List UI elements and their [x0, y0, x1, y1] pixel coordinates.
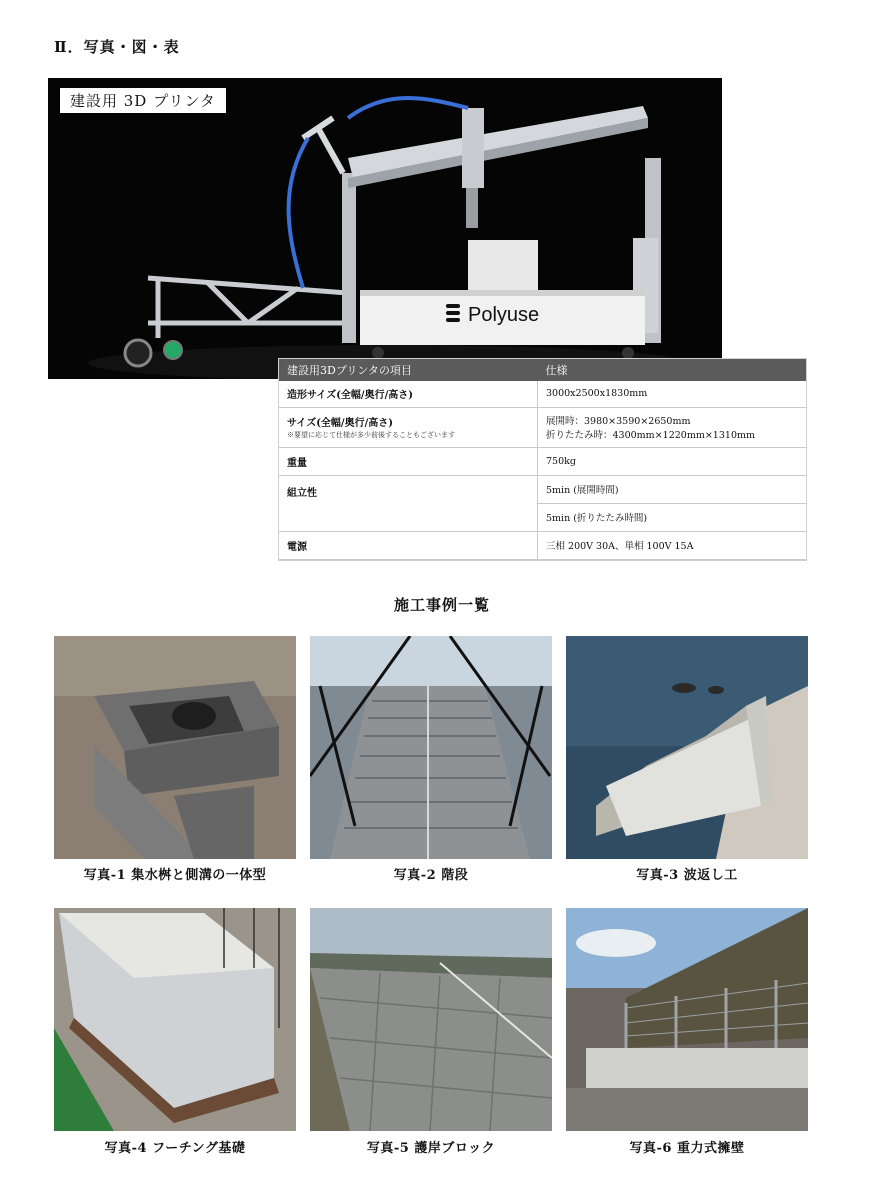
photo-caption: 写真-2 階段 — [393, 868, 469, 883]
brand-logo: Polyuse — [468, 304, 540, 326]
photo-caption: 写真-6 重力式擁壁 — [629, 1141, 745, 1156]
hero-label: 建設用 3D プリンタ — [60, 88, 226, 113]
cases-title: 施工事例一覧 — [393, 596, 490, 614]
printer-photo — [48, 78, 722, 379]
row-item: 電源 — [279, 531, 538, 559]
row-value: 三相 200V 30A、単相 100V 15A — [538, 531, 807, 559]
photo-catch-basin — [54, 636, 296, 859]
row-item: 組立性 — [279, 475, 538, 531]
row-value: 3000x2500x1830mm — [538, 381, 807, 407]
column-header-item: 建設用3Dプリンタの項目 — [279, 359, 538, 381]
photo-stairs — [310, 636, 552, 859]
row-item: 造形サイズ(全幅/奥行/高さ) — [279, 381, 538, 407]
table-header-row — [279, 359, 806, 381]
photo-caption: 写真-3 波返し工 — [636, 868, 738, 883]
photo-retaining-wall — [566, 908, 808, 1131]
row-value: 5min (展開時間) — [538, 475, 807, 503]
table-row — [279, 407, 806, 447]
spec-table — [279, 359, 806, 560]
row-item-note: ※要望に応じて仕様が多少前後することもございます — [287, 431, 455, 439]
row-item-label: サイズ(全幅/奥行/高さ) — [287, 418, 393, 429]
table-row — [279, 475, 806, 503]
row-item — [279, 407, 538, 447]
photo-caption: 写真-1 集水桝と側溝の一体型 — [83, 868, 267, 883]
table-row — [279, 531, 806, 559]
row-value: 750kg — [538, 447, 807, 475]
column-header-spec: 仕様 — [538, 359, 807, 381]
table-row — [279, 447, 806, 475]
row-value — [538, 407, 807, 447]
row-value-line: 折りたたみ時：4300mm×1220mm×1310mm — [546, 430, 756, 441]
photo-footing — [54, 908, 296, 1131]
photo-caption: 写真-5 護岸ブロック — [366, 1141, 496, 1156]
photo-wave-return — [566, 636, 808, 859]
photo-revetment — [310, 908, 552, 1131]
section-heading: Ⅱ．写真・図・表 — [54, 38, 180, 56]
printer-illustration — [48, 78, 722, 379]
table-row — [279, 381, 806, 407]
photo-caption: 写真-4 フーチング基礎 — [104, 1141, 246, 1156]
row-item: 重量 — [279, 447, 538, 475]
row-value: 5min (折りたたみ時間) — [538, 503, 807, 531]
row-value-line: 展開時：3980×3590×2650mm — [546, 416, 691, 427]
